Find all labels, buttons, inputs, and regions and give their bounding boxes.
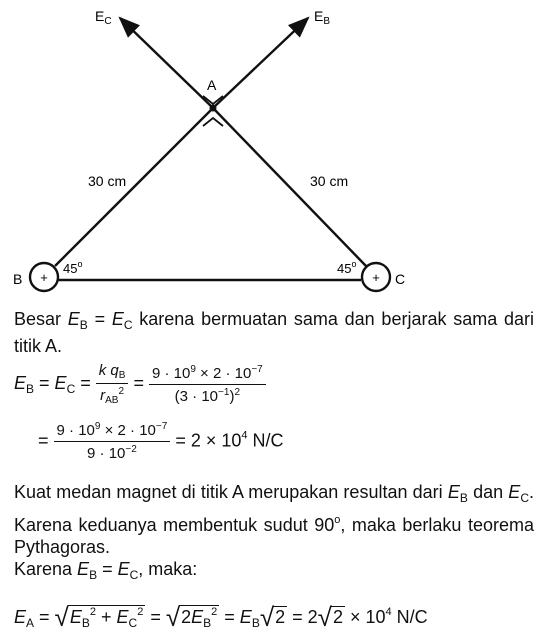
fraction-simplified: $\frac{9 \cdot 10^9 \times 2 \cdot 10^{-7}}{9 \cdot 10^{-2}}$	[54, 421, 171, 462]
label-eb: $E_B$	[314, 8, 331, 27]
label-c: C	[395, 271, 406, 287]
arrow-eb	[213, 18, 308, 108]
radical-sum: $E_B^2 + E_C^2$	[69, 606, 144, 630]
paragraph-resultant: Kuat medan magnet di titik A merupakan resultan dari $E_B$ dan $E_C$. Karena keduanya membentuk sudut 90$^o$, maka berlaku teorema Pythagoras.	[14, 482, 534, 557]
angle-b-label: 45$^o$	[63, 259, 83, 276]
label-a: A	[207, 77, 217, 93]
label-b: B	[13, 271, 23, 287]
angle-mark-bottom	[203, 118, 223, 126]
equation-field-formula: $E_B = E_C$ = $\frac{k q_B}{r_{AB}^2}$ = $\frac{9 \cdot 10^9 \times 2 \cdot 10^{-7}}{(3 \cdot 10^{-1})^2}$	[14, 362, 266, 406]
paragraph-karena: Karena $E_B = E_C$, maka:	[14, 559, 198, 582]
electric-field-diagram	[0, 0, 543, 300]
point-a	[210, 105, 217, 112]
distance-right: 30 cm	[310, 173, 349, 189]
equation-result: = $\frac{9 \cdot 10^9 \times 2 \cdot 10^{-7}}{9 \cdot 10^{-2}}$ = $2 \times 10^4$ N/C	[38, 421, 284, 462]
fraction-substitution: $\frac{9 \cdot 10^9 \times 2 \cdot 10^{-7}}{(3 \cdot 10^{-1})^2}$	[149, 364, 266, 405]
side-ab	[55, 108, 213, 266]
charge-b-sign: +	[40, 270, 48, 285]
radical-double: $2E_B^2$	[181, 606, 218, 630]
angle-c-label: 45$^o$	[337, 259, 357, 276]
radical-two: 2	[275, 607, 286, 627]
label-ec: $E_C$	[95, 8, 112, 27]
distance-left: 30 cm	[88, 173, 127, 189]
arrow-ec	[120, 18, 213, 108]
equation-pythagoras: $E_A = √E_B^2 + E_C^2 = √2E_B^2 = E_B√2 = 2√2 \times 10^4$ N/C	[14, 602, 428, 632]
fraction-coulomb: $\frac{k q_B}{r_{AB}^2}$	[96, 362, 129, 406]
paragraph-eb-equals-ec: Besar $E_B = E_C$ karena bermuatan sama dan berjarak sama dari titik A.	[14, 309, 534, 356]
charge-c-sign: +	[372, 270, 380, 285]
radical-two-b: 2	[332, 607, 343, 627]
